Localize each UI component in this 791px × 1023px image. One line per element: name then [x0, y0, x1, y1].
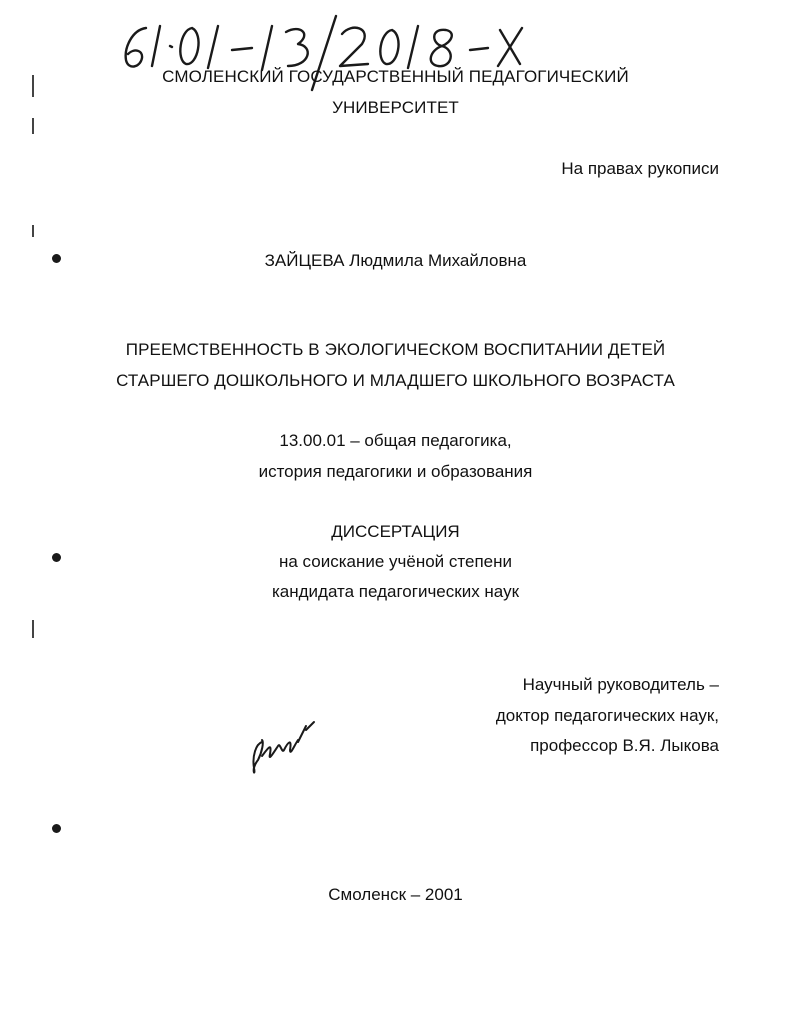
specialty-code-line2: история педагогики и образования: [258, 462, 533, 481]
work-type-heading: ДИССЕРТАЦИЯ: [331, 522, 460, 541]
supervisor-line1: Научный руководитель –: [522, 675, 719, 694]
dissertation-title-line1: ПРЕЕМСТВЕННОСТЬ В ЭКОЛОГИЧЕСКОМ ВОСПИТАНИИ ДЕТЕЙ: [125, 340, 666, 359]
dissertation-title-line2: СТАРШЕГО ДОШКОЛЬНОГО И МЛАДШЕГО ШКОЛЬНОГО ВОЗРАСТА: [116, 371, 675, 390]
supervisor-line3: профессор В.Я. Лыкова: [530, 736, 719, 755]
university-name-line2: УНИВЕРСИТЕТ: [332, 98, 459, 117]
rights-note: На правах рукописи: [561, 159, 719, 178]
work-type-line2: на соискание учёной степени: [278, 552, 512, 571]
place-and-year: Смоленск – 2001: [328, 885, 463, 904]
specialty-code-line1: 13.00.01 – общая педагогика,: [279, 431, 512, 450]
author-name: ЗАЙЦЕВА Людмила Михайловна: [264, 251, 527, 270]
work-type-line3: кандидата педагогических наук: [271, 582, 520, 601]
supervisor-line2: доктор педагогических наук,: [495, 706, 719, 725]
university-name-line1: СМОЛЕНСКИЙ ГОСУДАРСТВЕННЫЙ ПЕДАГОГИЧЕСКИЙ: [162, 67, 629, 86]
